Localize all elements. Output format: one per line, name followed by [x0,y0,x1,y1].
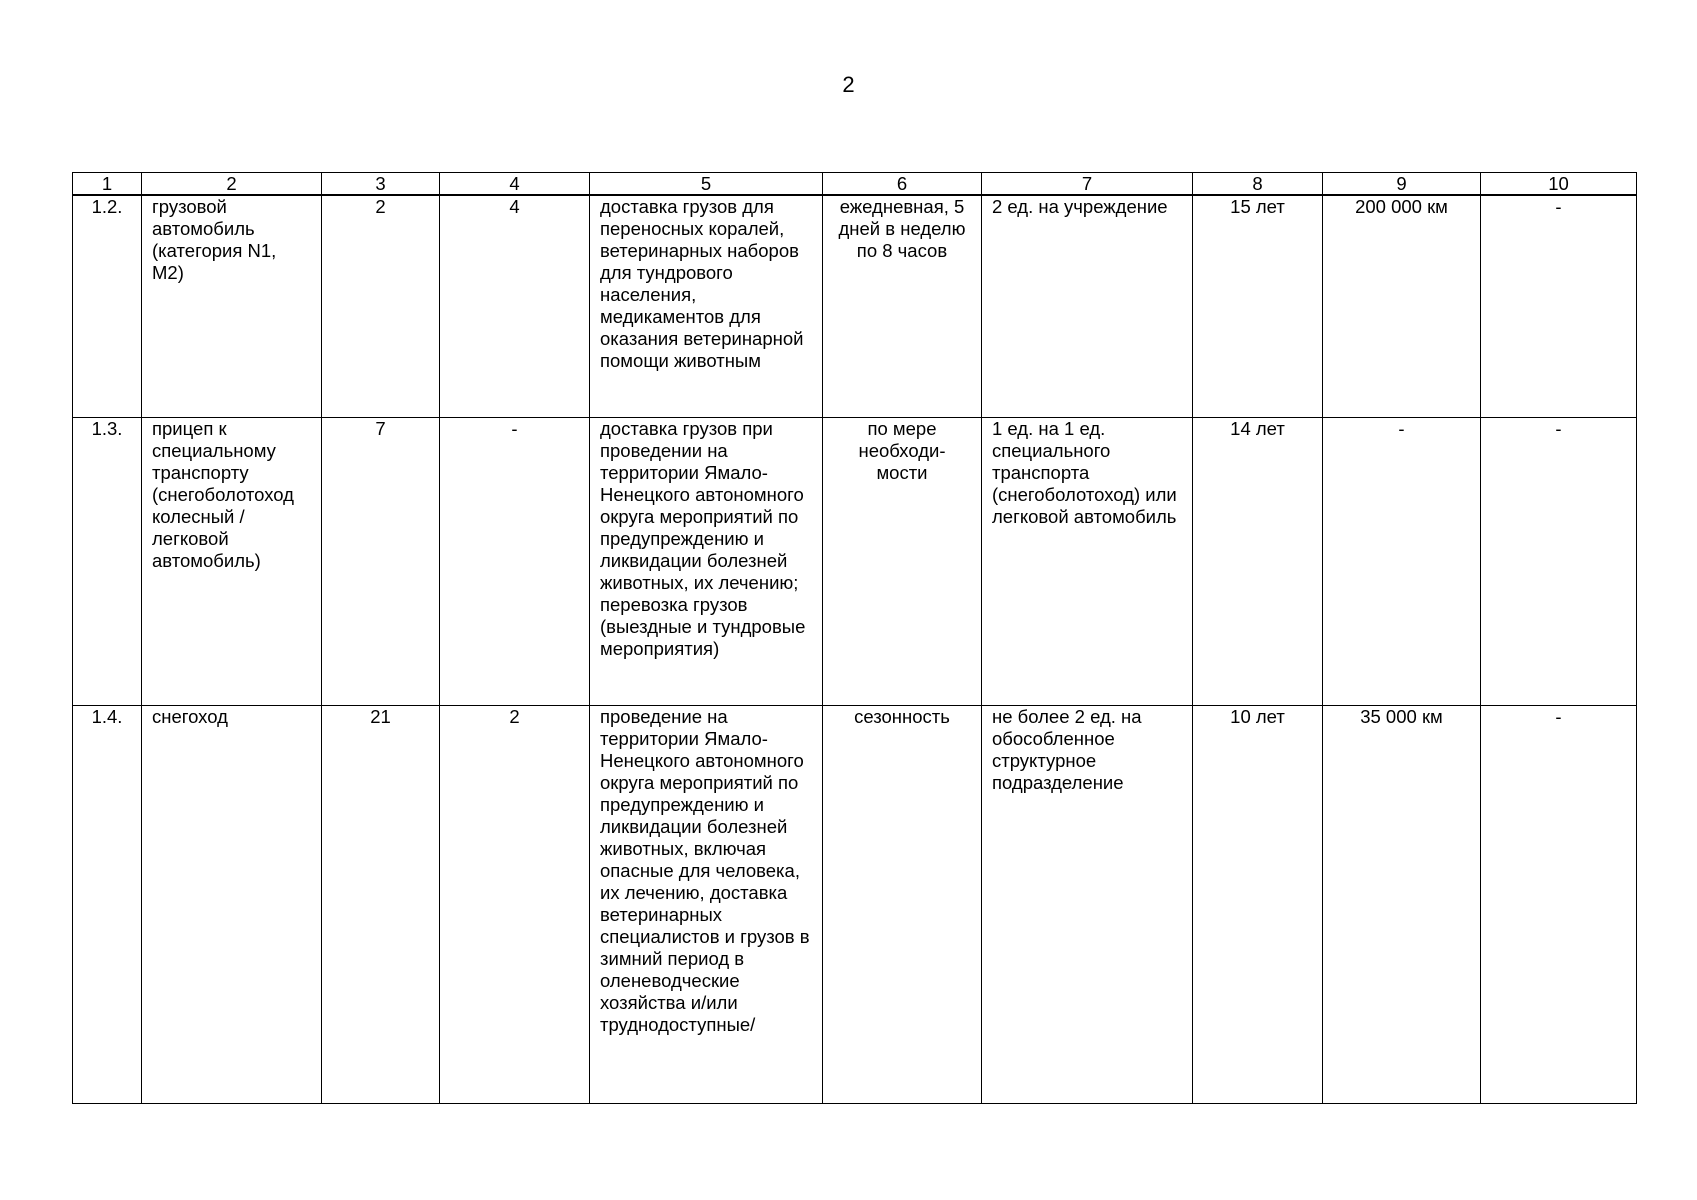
norm: 2 ед. на учреждение [982,195,1193,418]
table-row [73,195,1637,418]
vehicle-name: грузовой автомобиль (категория N1, M2) [142,195,322,418]
usage-mode: по мере необходи-мости [823,418,982,706]
header-row [73,173,1637,196]
col3-value: 21 [322,706,440,1104]
norm: не более 2 ед. на обособленное структурное подразделение [982,706,1193,1104]
col10-value: - [1481,418,1637,706]
vehicle-norms-table [72,172,1637,1104]
col3-value: 7 [322,418,440,706]
row-number: 1.2. [73,195,142,418]
header-col-4: 4 [440,173,590,196]
purpose: доставка грузов для переносных коралей, ветеринарных наборов для тундрового населения, медикаментов для оказания ветеринарной помощи животным [590,195,823,418]
usage-mode: сезонность [823,706,982,1104]
norm: 1 ед. на 1 ед. специального транспорта (снегоболотоход) или легковой автомобиль [982,418,1193,706]
col4-value: - [440,418,590,706]
header-col-9: 9 [1323,173,1481,196]
header-col-8: 8 [1193,173,1323,196]
col4-value: 2 [440,706,590,1104]
service-term: 14 лет [1193,418,1323,706]
table-row [73,706,1637,1104]
vehicle-name: прицеп к специальному транспорту (снегоболотоход колесный / легковой автомобиль) [142,418,322,706]
col4-value: 4 [440,195,590,418]
col3-value: 2 [322,195,440,418]
header-col-10: 10 [1481,173,1637,196]
header-col-3: 3 [322,173,440,196]
col10-value: - [1481,195,1637,418]
header-col-1: 1 [73,173,142,196]
mileage: - [1323,418,1481,706]
row-number: 1.4. [73,706,142,1104]
mileage: 35 000 км [1323,706,1481,1104]
service-term: 10 лет [1193,706,1323,1104]
header-col-5: 5 [590,173,823,196]
header-col-6: 6 [823,173,982,196]
page-number: 2 [842,72,855,97]
service-term: 15 лет [1193,195,1323,418]
purpose: доставка грузов при проведении на территории Ямало-Ненецкого автономного округа мероприятий по предупреждению и ликвидации болезней животных, их лечению; перевозка грузов (выездные и тундровые мероприятия) [590,418,823,706]
mileage: 200 000 км [1323,195,1481,418]
col10-value: - [1481,706,1637,1104]
usage-mode: ежедневная, 5 дней в неделю по 8 часов [823,195,982,418]
row-number: 1.3. [73,418,142,706]
purpose: проведение на территории Ямало-Ненецкого автономного округа мероприятий по предупреждению и ликвидации болезней животных, включая опасные для человека, их лечению, доставка ветеринарных специалистов и грузов в зимний период в оленеводческие хозяйства и/или труднодоступные/ [590,706,823,1104]
header-col-2: 2 [142,173,322,196]
table-row [73,418,1637,706]
header-col-7: 7 [982,173,1193,196]
vehicle-name: снегоход [142,706,322,1104]
